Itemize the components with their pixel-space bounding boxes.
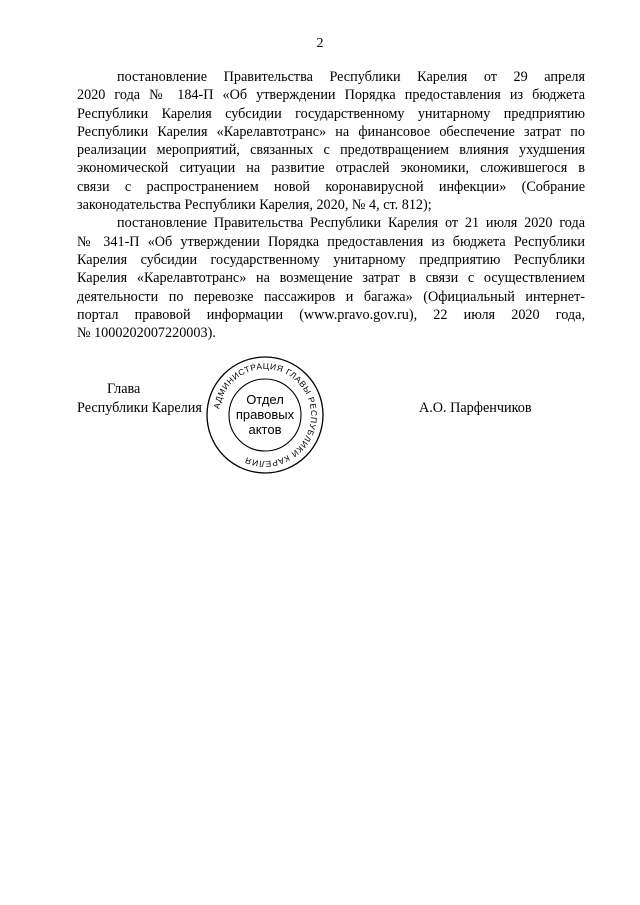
stamp-center-line3: актов: [248, 422, 282, 437]
paragraph-resolution-341: [77, 214, 585, 342]
signer-name: А.О. Парфенчиков: [419, 400, 532, 416]
text-line: законодательства Республики Карелия, 2020, № 4, ст. 812);: [77, 197, 432, 214]
text-line: деятельности по перевозке пассажиров и багажа» (Официальный интернет-: [77, 288, 585, 305]
page-number: 2: [316, 36, 324, 51]
text-line: постановление Правительства Республики Карелия от 21 июля 2020 года: [117, 215, 585, 232]
text-line: Карелия «Карелавтотранс» на возмещение затрат в связи с осуществлением: [77, 270, 585, 287]
text-line: 2020 года № 184-П «Об утверждении Порядка предоставления из бюджета: [77, 87, 585, 104]
text-line: Карелия субсидии государственному унитарному предприятию Республики: [77, 251, 585, 268]
text-line: портал правовой информации (www.pravo.gov.ru), 22 июля 2020 года,: [77, 306, 585, 323]
stamp-ring-text: АДМИНИСТРАЦИЯ ГЛАВЫ РЕСПУБЛИКИ КАРЕЛИЯ: [211, 360, 320, 470]
body-text: [77, 68, 585, 342]
text-line: № 1000202007220003).: [77, 325, 216, 342]
text-line: Республики Карелия субсидии государственному унитарному предприятию: [77, 105, 585, 122]
paragraph-resolution-184: [77, 68, 585, 214]
signer-title-line2: Республики Карелия: [77, 400, 202, 416]
text-line: экономической ситуации на развитие отраслей экономики, сложившегося в: [77, 160, 585, 177]
text-line: реализации мероприятий, связанных с предотвращением влияния ухудшения: [77, 142, 585, 159]
stamp-seal-image: [203, 353, 327, 477]
stamp-center-line2: правовых: [235, 407, 295, 422]
stamp-center-line1: Отдел: [246, 392, 284, 407]
official-stamp: [203, 353, 327, 477]
signer-title-line1: Глава: [107, 381, 141, 397]
text-line: связи с распространением новой коронавирусной инфекции» (Собрание: [77, 178, 585, 195]
text-line: Республики Карелия «Карелавтотранс» на финансовое обеспечение затрат по: [77, 123, 585, 140]
text-line: постановление Правительства Республики Карелия от 29 апреля: [117, 69, 585, 85]
text-line: № 341-П «Об утверждении Порядка предоставления из бюджета Республики: [77, 233, 585, 250]
